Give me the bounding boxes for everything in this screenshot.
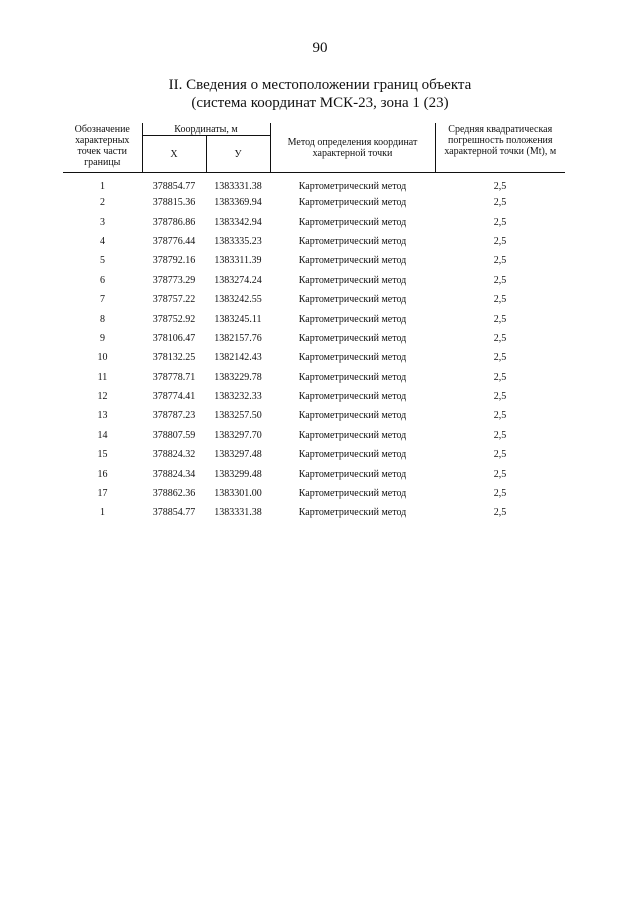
cell-method: Картометрический метод (298, 507, 407, 519)
table-row (63, 193, 565, 212)
cell-point: 12 (97, 391, 108, 403)
cell-method: Картометрический метод (298, 216, 407, 228)
table-row (63, 212, 565, 231)
cell-x: 378854.77 (152, 180, 196, 192)
cell-method: Картометрический метод (298, 429, 407, 441)
header-method: Метод определения координат характерной точки (270, 123, 435, 173)
page-number: 90 (312, 40, 328, 56)
table-row (63, 406, 565, 425)
cell-error: 2,5 (493, 332, 507, 344)
cell-method: Картометрический метод (298, 255, 407, 267)
cell-x: 378778.71 (152, 371, 196, 383)
cell-y: 1383331.38 (214, 180, 262, 192)
cell-y: 1383232.33 (214, 391, 262, 403)
header-designation: Обозначение характерных точек части границы (63, 123, 142, 173)
cell-point: 17 (97, 488, 108, 500)
coordinates-table (63, 123, 565, 523)
table-row (63, 309, 565, 328)
cell-point: 14 (97, 429, 108, 441)
cell-x: 378807.59 (152, 429, 196, 441)
cell-error: 2,5 (493, 274, 507, 286)
cell-point: 2 (100, 197, 105, 209)
table-row (63, 503, 565, 522)
cell-error: 2,5 (493, 294, 507, 306)
cell-x: 378787.23 (152, 410, 196, 422)
cell-method: Картометрический метод (298, 197, 407, 209)
cell-x: 378786.86 (152, 216, 196, 228)
cell-method: Картометрический метод (298, 468, 407, 480)
cell-point: 4 (100, 235, 105, 247)
table-row (63, 173, 565, 194)
cell-y: 1383342.94 (214, 216, 262, 228)
cell-method: Картометрический метод (298, 371, 407, 383)
cell-y: 1383369.94 (214, 197, 262, 209)
cell-y: 1383274.24 (214, 274, 262, 286)
cell-x: 378757.22 (152, 294, 196, 306)
cell-x: 378106.47 (152, 332, 196, 344)
cell-method: Картометрический метод (298, 391, 407, 403)
cell-error: 2,5 (493, 180, 507, 192)
cell-point: 1 (100, 507, 105, 519)
cell-error: 2,5 (493, 197, 507, 209)
cell-point: 3 (100, 216, 105, 228)
header-y: У (206, 136, 270, 173)
cell-y: 1383331.38 (214, 507, 262, 519)
cell-error: 2,5 (493, 468, 507, 480)
cell-y: 1383297.70 (214, 429, 262, 441)
cell-point: 1 (100, 180, 105, 192)
cell-y: 1383257.50 (214, 410, 262, 422)
cell-method: Картометрический метод (298, 410, 407, 422)
cell-y: 1382142.43 (214, 352, 262, 364)
cell-x: 378752.92 (152, 313, 196, 325)
table-row (63, 387, 565, 406)
cell-method: Картометрический метод (298, 488, 407, 500)
cell-method: Картометрический метод (298, 332, 407, 344)
cell-point: 13 (97, 410, 108, 422)
cell-error: 2,5 (493, 391, 507, 403)
cell-point: 15 (97, 449, 108, 461)
cell-error: 2,5 (493, 255, 507, 267)
cell-error: 2,5 (493, 429, 507, 441)
cell-x: 378815.36 (152, 197, 196, 209)
cell-y: 1383245.11 (214, 313, 262, 325)
cell-y: 1383311.39 (214, 255, 262, 267)
table-row (63, 329, 565, 348)
cell-method: Картометрический метод (298, 449, 407, 461)
cell-point: 8 (100, 313, 105, 325)
cell-y: 1382157.76 (214, 332, 262, 344)
cell-error: 2,5 (493, 488, 507, 500)
cell-y: 1383335.23 (214, 235, 262, 247)
table-header (63, 123, 565, 173)
table-row (63, 445, 565, 464)
table-row (63, 348, 565, 367)
cell-point: 6 (100, 274, 105, 286)
section-title-line1: II. Сведения о местоположении границ объекта (168, 77, 472, 93)
table-row (63, 464, 565, 483)
table-row (63, 271, 565, 290)
table-row (63, 251, 565, 270)
cell-x: 378854.77 (152, 507, 196, 519)
cell-method: Картометрический метод (298, 294, 407, 306)
cell-x: 378774.41 (152, 391, 196, 403)
cell-y: 1383301.00 (214, 488, 262, 500)
cell-x: 378824.32 (152, 449, 196, 461)
cell-error: 2,5 (493, 507, 507, 519)
cell-x: 378862.36 (152, 488, 196, 500)
cell-x: 378773.29 (152, 274, 196, 286)
cell-method: Картометрический метод (298, 274, 407, 286)
table-body (63, 173, 565, 523)
table-row (63, 484, 565, 503)
table-row (63, 368, 565, 387)
cell-method: Картометрический метод (298, 313, 407, 325)
cell-y: 1383229.78 (214, 371, 262, 383)
cell-x: 378776.44 (152, 235, 196, 247)
cell-error: 2,5 (493, 352, 507, 364)
cell-error: 2,5 (493, 313, 507, 325)
header-coordinates: Координаты, м (142, 123, 270, 136)
cell-method: Картометрический метод (298, 352, 407, 364)
cell-point: 7 (100, 294, 105, 306)
cell-method: Картометрический метод (298, 235, 407, 247)
cell-error: 2,5 (493, 216, 507, 228)
cell-x: 378792.16 (152, 255, 196, 267)
section-title-line2: (система координат МСК-23, зона 1 (23) (191, 95, 449, 111)
cell-error: 2,5 (493, 371, 507, 383)
cell-error: 2,5 (493, 449, 507, 461)
cell-y: 1383297.48 (214, 449, 262, 461)
cell-point: 9 (100, 332, 105, 344)
cell-y: 1383242.55 (214, 294, 262, 306)
cell-error: 2,5 (493, 235, 507, 247)
table-row (63, 232, 565, 251)
section-title (0, 76, 640, 112)
cell-point: 5 (100, 255, 105, 267)
header-x: X (142, 136, 206, 173)
cell-method: Картометрический метод (298, 180, 407, 192)
cell-point: 10 (97, 352, 108, 364)
cell-x: 378132.25 (152, 352, 196, 364)
table-row (63, 290, 565, 309)
table-row (63, 426, 565, 445)
cell-point: 16 (97, 468, 108, 480)
cell-point: 11 (97, 371, 108, 383)
header-error: Средняя квадратическая погрешность положения характерной точки (Mt), м (435, 123, 565, 173)
cell-x: 378824.34 (152, 468, 196, 480)
cell-error: 2,5 (493, 410, 507, 422)
cell-y: 1383299.48 (214, 468, 262, 480)
